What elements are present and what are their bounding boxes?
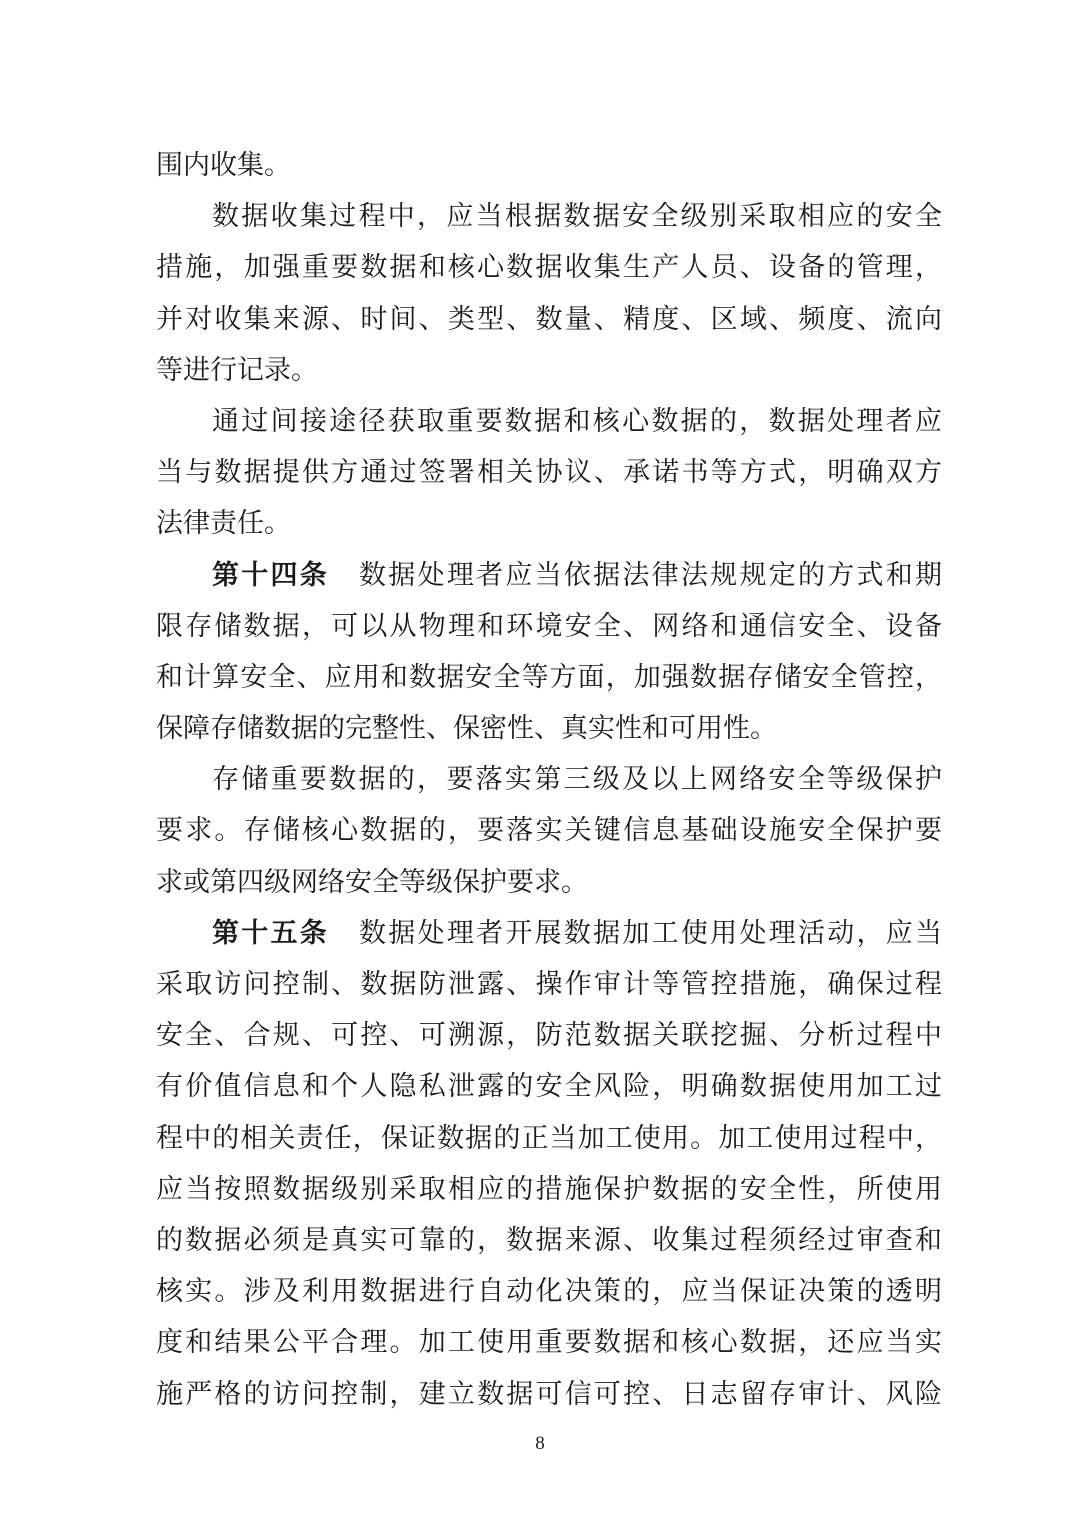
text-line: 应当按照数据级别采取相应的措施保护数据的安全性，所使用 [156, 1173, 942, 1205]
text-line: 等进行记录。 [156, 354, 318, 386]
text-line: 有价值信息和个人隐私泄露的安全风险，明确数据使用加工过 [156, 1071, 942, 1103]
text-line: 度和结果公平合理。加工使用重要数据和核心数据，还应当实 [156, 1327, 942, 1359]
text-line: 当与数据提供方通过签署相关协议、承诺书等方式，明确双方 [156, 457, 942, 489]
text-line: 围内收集。 [156, 150, 291, 181]
text-line: 限存储数据，可以从物理和环境安全、网络和通信安全、设备 [156, 610, 942, 642]
paragraph-first-line: 存储重要数据的，要落实第三级及以上网络安全等级保护 [212, 764, 942, 796]
article-heading: 第十五条 [212, 917, 330, 949]
article-14-first-line [156, 550, 942, 601]
text-line: 核实。涉及利用数据进行自动化决策的，应当保证决策的透明 [156, 1276, 942, 1308]
article-heading: 第十四条 [212, 559, 330, 591]
text-line: 措施，加强重要数据和核心数据收集生产人员、设备的管理， [156, 252, 942, 284]
paragraph-first-line: 通过间接途径获取重要数据和核心数据的，数据处理者应 [212, 405, 942, 437]
text-line: 和计算安全、应用和数据安全等方面，加强数据存储安全管控， [156, 661, 942, 693]
text-line: 安全、合规、可控、可溯源，防范数据关联挖掘、分析过程中 [156, 1020, 942, 1052]
page-number: 8 [535, 1433, 545, 1454]
document-body [156, 140, 942, 1420]
article-text: 数据处理者开展数据加工使用处理活动，应当 [359, 917, 943, 949]
text-line: 并对收集来源、时间、类型、数量、精度、区域、频度、流向 [156, 303, 942, 335]
text-line: 施严格的访问控制，建立数据可信可控、日志留存审计、风险 [156, 1378, 942, 1410]
text-line: 程中的相关责任，保证数据的正当加工使用。加工使用过程中， [156, 1122, 942, 1154]
text-line: 要求。存储核心数据的，要落实关键信息基础设施安全保护要 [156, 815, 942, 847]
text-line: 保障存储数据的完整性、保密性、真实性和可用性。 [156, 713, 777, 745]
text-line: 法律责任。 [156, 508, 291, 540]
article-text: 数据处理者应当依据法律法规规定的方式和期 [359, 559, 943, 591]
text-line: 的数据必须是真实可靠的，数据来源、收集过程须经过审查和 [156, 1224, 942, 1256]
text-line: 采取访问控制、数据防泄露、操作审计等管控措施，确保过程 [156, 969, 942, 1000]
paragraph-first-line: 数据收集过程中，应当根据数据安全级别采取相应的安全 [212, 201, 942, 233]
article-15-first-line [156, 908, 942, 959]
text-line: 求或第四级网络安全等级保护要求。 [156, 866, 588, 898]
